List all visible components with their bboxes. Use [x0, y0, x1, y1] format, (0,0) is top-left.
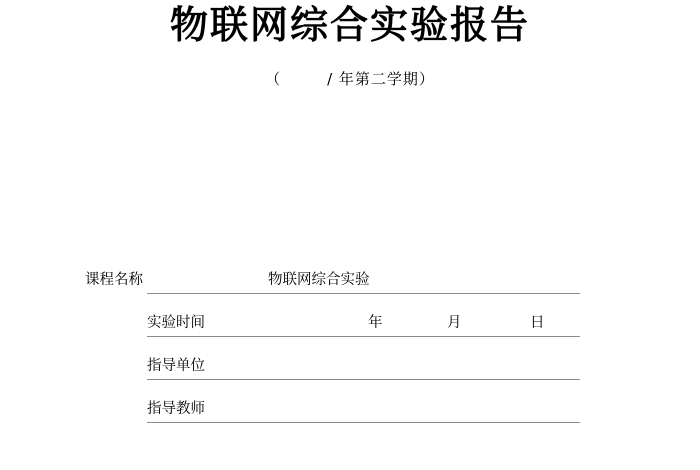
field-row-course-name — [0, 262, 700, 305]
experiment-time-month-unit[interactable]: 月 — [447, 315, 462, 331]
term-subtitle — [0, 68, 700, 89]
guiding-unit-label: 指导单位 — [147, 358, 205, 374]
field-row-experiment-time — [0, 305, 700, 348]
form-fields — [0, 262, 700, 434]
course-name-value[interactable]: 物联网综合实验 — [268, 272, 370, 288]
subtitle-open-paren: （ — [265, 70, 282, 88]
course-name-underline — [147, 293, 580, 294]
field-row-instructor — [0, 391, 700, 434]
page-title: 物联网综合实验报告 — [169, 3, 530, 47]
guiding-unit-underline — [147, 379, 580, 380]
instructor-label: 指导教师 — [147, 401, 205, 417]
field-row-guiding-unit — [0, 348, 700, 391]
instructor-underline — [147, 422, 580, 423]
experiment-time-year-unit[interactable]: 年 — [368, 315, 383, 331]
course-name-label: 课程名称 — [85, 272, 143, 288]
subtitle-term: 年第二学期） — [338, 70, 435, 88]
experiment-time-underline — [147, 336, 580, 337]
experiment-time-day-unit[interactable]: 日 — [530, 315, 545, 331]
experiment-time-label: 实验时间 — [147, 315, 205, 331]
subtitle-slash: / — [327, 70, 334, 88]
